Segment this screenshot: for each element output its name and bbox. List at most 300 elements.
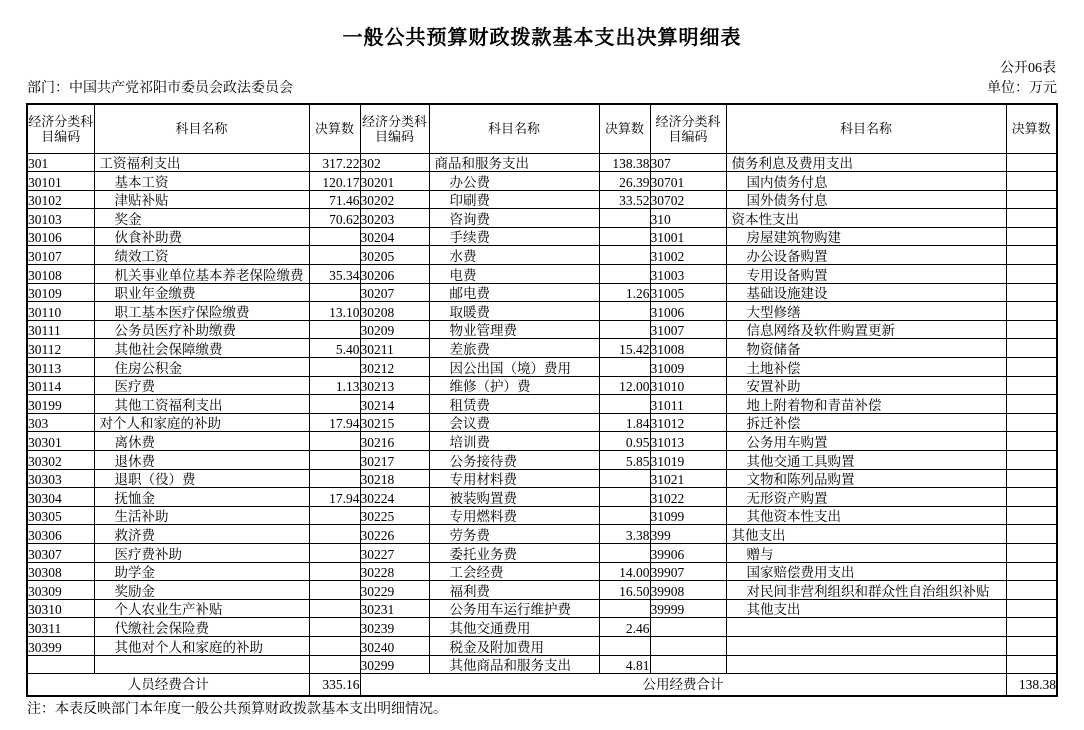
header-code-1: 经济分类科目编码 bbox=[27, 104, 94, 153]
subject-name-cell: 工资福利支出 bbox=[94, 153, 309, 172]
page-title: 一般公共预算财政拨款基本支出决算明细表 bbox=[342, 27, 742, 49]
amount-cell: 13.10 bbox=[309, 302, 360, 321]
amount-cell: 15.42 bbox=[599, 339, 650, 358]
code-cell: 30102 bbox=[27, 190, 94, 209]
code-cell: 30225 bbox=[360, 506, 429, 525]
code-cell: 30101 bbox=[27, 172, 94, 191]
amount-cell bbox=[309, 618, 360, 637]
subject-name-cell: 因公出国（境）费用 bbox=[429, 358, 599, 377]
code-cell: 31021 bbox=[650, 469, 726, 488]
amount-cell bbox=[309, 636, 360, 655]
subject-name-cell: 其他交通工具购置 bbox=[726, 451, 1006, 470]
code-cell: 30227 bbox=[360, 543, 429, 562]
subject-name-cell: 文物和陈列品购置 bbox=[726, 469, 1006, 488]
subject-name-cell: 专用设备购置 bbox=[726, 265, 1006, 284]
subject-name-cell: 大型修缮 bbox=[726, 302, 1006, 321]
subject-name-cell: 抚恤金 bbox=[94, 488, 309, 507]
code-cell: 30110 bbox=[27, 302, 94, 321]
table-row bbox=[27, 562, 1057, 581]
code-cell: 30239 bbox=[360, 618, 429, 637]
code-cell: 31012 bbox=[650, 413, 726, 432]
table-code-label: 公开06表 bbox=[1000, 61, 1056, 76]
amount-cell bbox=[1006, 618, 1057, 637]
header-subject-name-1: 科目名称 bbox=[94, 104, 309, 153]
table-row bbox=[27, 525, 1057, 544]
code-cell: 30209 bbox=[360, 320, 429, 339]
code-cell: 30307 bbox=[27, 543, 94, 562]
subject-name-cell: 基本工资 bbox=[94, 172, 309, 191]
amount-cell bbox=[309, 283, 360, 302]
amount-cell bbox=[1006, 172, 1057, 191]
subject-name-cell: 职业年金缴费 bbox=[94, 283, 309, 302]
amount-cell bbox=[309, 358, 360, 377]
code-cell: 30306 bbox=[27, 525, 94, 544]
code-cell: 31001 bbox=[650, 227, 726, 246]
personnel-total-value: 335.16 bbox=[309, 674, 360, 696]
amount-cell bbox=[1006, 246, 1057, 265]
amount-cell: 17.94 bbox=[309, 413, 360, 432]
amount-cell bbox=[1006, 562, 1057, 581]
amount-cell bbox=[309, 469, 360, 488]
header-amount-3: 决算数 bbox=[1006, 104, 1057, 153]
table-body bbox=[27, 153, 1057, 674]
subject-name-cell: 国家赔偿费用支出 bbox=[726, 562, 1006, 581]
subject-name-cell: 伙食补助费 bbox=[94, 227, 309, 246]
subject-name-cell: 公务接待费 bbox=[429, 451, 599, 470]
table-row bbox=[27, 413, 1057, 432]
subject-name-cell bbox=[726, 618, 1006, 637]
code-cell: 30103 bbox=[27, 209, 94, 228]
subject-name-cell: 专用燃料费 bbox=[429, 506, 599, 525]
code-cell: 31005 bbox=[650, 283, 726, 302]
subject-name-cell: 其他支出 bbox=[726, 525, 1006, 544]
code-cell bbox=[27, 655, 94, 674]
subject-name-cell: 助学金 bbox=[94, 562, 309, 581]
amount-cell: 12.00 bbox=[599, 376, 650, 395]
amount-cell: 2.46 bbox=[599, 618, 650, 637]
table-row bbox=[27, 209, 1057, 228]
subject-name-cell: 个人农业生产补贴 bbox=[94, 599, 309, 618]
code-cell bbox=[650, 636, 726, 655]
meta-row bbox=[27, 78, 1057, 98]
code-cell: 30212 bbox=[360, 358, 429, 377]
code-cell: 30199 bbox=[27, 395, 94, 414]
subject-name-cell: 水费 bbox=[429, 246, 599, 265]
code-cell: 39906 bbox=[650, 543, 726, 562]
table-row bbox=[27, 339, 1057, 358]
table-row bbox=[27, 636, 1057, 655]
amount-cell bbox=[599, 227, 650, 246]
amount-cell bbox=[1006, 265, 1057, 284]
amount-cell bbox=[1006, 599, 1057, 618]
subject-name-cell: 退职（役）费 bbox=[94, 469, 309, 488]
table-row bbox=[27, 488, 1057, 507]
subject-name-cell bbox=[94, 655, 309, 674]
subject-name-cell: 绩效工资 bbox=[94, 246, 309, 265]
code-cell: 30112 bbox=[27, 339, 94, 358]
code-cell: 30213 bbox=[360, 376, 429, 395]
amount-cell bbox=[309, 506, 360, 525]
amount-cell bbox=[309, 451, 360, 470]
code-cell: 30218 bbox=[360, 469, 429, 488]
amount-cell bbox=[599, 246, 650, 265]
code-cell: 310 bbox=[650, 209, 726, 228]
subject-name-cell: 取暖费 bbox=[429, 302, 599, 321]
subject-name-cell: 赠与 bbox=[726, 543, 1006, 562]
amount-cell bbox=[599, 506, 650, 525]
note-text: 注：本表反映部门本年度一般公共预算财政拨款基本支出明细情况。 bbox=[27, 701, 447, 717]
subject-name-cell: 地上附着物和青苗补偿 bbox=[726, 395, 1006, 414]
code-cell: 30308 bbox=[27, 562, 94, 581]
subject-name-cell: 无形资产购置 bbox=[726, 488, 1006, 507]
code-cell: 30399 bbox=[27, 636, 94, 655]
subject-name-cell: 国内债务付息 bbox=[726, 172, 1006, 191]
subject-name-cell: 其他资本性支出 bbox=[726, 506, 1006, 525]
amount-cell: 5.85 bbox=[599, 451, 650, 470]
subject-name-cell: 其他交通费用 bbox=[429, 618, 599, 637]
code-cell: 30114 bbox=[27, 376, 94, 395]
code-cell: 30108 bbox=[27, 265, 94, 284]
subject-name-cell: 代缴社会保险费 bbox=[94, 618, 309, 637]
code-cell: 30311 bbox=[27, 618, 94, 637]
code-cell: 30229 bbox=[360, 581, 429, 600]
amount-cell: 1.84 bbox=[599, 413, 650, 432]
amount-cell: 35.34 bbox=[309, 265, 360, 284]
code-cell: 31003 bbox=[650, 265, 726, 284]
subject-name-cell: 救济费 bbox=[94, 525, 309, 544]
code-cell: 30211 bbox=[360, 339, 429, 358]
amount-cell bbox=[309, 525, 360, 544]
amount-cell bbox=[1006, 358, 1057, 377]
code-cell: 31007 bbox=[650, 320, 726, 339]
amount-cell bbox=[309, 581, 360, 600]
subject-name-cell: 咨询费 bbox=[429, 209, 599, 228]
subject-name-cell: 拆迁补偿 bbox=[726, 413, 1006, 432]
code-cell: 31009 bbox=[650, 358, 726, 377]
subject-name-cell: 劳务费 bbox=[429, 525, 599, 544]
amount-cell bbox=[599, 488, 650, 507]
code-cell: 39907 bbox=[650, 562, 726, 581]
amount-cell bbox=[1006, 451, 1057, 470]
amount-cell: 317.22 bbox=[309, 153, 360, 172]
amount-cell bbox=[1006, 488, 1057, 507]
code-cell: 30107 bbox=[27, 246, 94, 265]
subject-name-cell: 安置补助 bbox=[726, 376, 1006, 395]
amount-cell bbox=[1006, 506, 1057, 525]
amount-cell bbox=[599, 469, 650, 488]
subject-name-cell: 其他工资福利支出 bbox=[94, 395, 309, 414]
header-amount-2: 决算数 bbox=[599, 104, 650, 153]
code-cell: 31011 bbox=[650, 395, 726, 414]
subject-name-cell: 委托业务费 bbox=[429, 543, 599, 562]
code-cell: 30203 bbox=[360, 209, 429, 228]
subject-name-cell: 电费 bbox=[429, 265, 599, 284]
code-cell: 31006 bbox=[650, 302, 726, 321]
table-row bbox=[27, 543, 1057, 562]
amount-cell bbox=[1006, 153, 1057, 172]
code-cell: 30304 bbox=[27, 488, 94, 507]
subject-name-cell: 公务员医疗补助缴费 bbox=[94, 320, 309, 339]
subject-name-cell: 专用材料费 bbox=[429, 469, 599, 488]
table-row bbox=[27, 655, 1057, 674]
table-row bbox=[27, 618, 1057, 637]
subject-name-cell: 物资储备 bbox=[726, 339, 1006, 358]
subject-name-cell: 租赁费 bbox=[429, 395, 599, 414]
subject-name-cell: 国外债务付息 bbox=[726, 190, 1006, 209]
amount-cell bbox=[1006, 525, 1057, 544]
unit-label: 单位：万元 bbox=[987, 81, 1057, 96]
subject-name-cell: 物业管理费 bbox=[429, 320, 599, 339]
header-row bbox=[27, 104, 1057, 153]
subject-name-cell: 差旅费 bbox=[429, 339, 599, 358]
subject-name-cell bbox=[726, 636, 1006, 655]
amount-cell bbox=[309, 562, 360, 581]
amount-cell bbox=[599, 636, 650, 655]
amount-cell bbox=[309, 543, 360, 562]
header-code-3: 经济分类科目编码 bbox=[650, 104, 726, 153]
code-cell: 30305 bbox=[27, 506, 94, 525]
code-cell: 30226 bbox=[360, 525, 429, 544]
totals-row bbox=[27, 674, 1057, 696]
table-row bbox=[27, 432, 1057, 451]
code-cell: 30202 bbox=[360, 190, 429, 209]
subject-name-cell: 被装购置费 bbox=[429, 488, 599, 507]
code-cell: 30206 bbox=[360, 265, 429, 284]
amount-cell bbox=[599, 543, 650, 562]
table-row bbox=[27, 395, 1057, 414]
table-row bbox=[27, 283, 1057, 302]
subject-name-cell: 手续费 bbox=[429, 227, 599, 246]
subject-name-cell: 印刷费 bbox=[429, 190, 599, 209]
subject-name-cell: 房屋建筑物购建 bbox=[726, 227, 1006, 246]
subject-name-cell: 会议费 bbox=[429, 413, 599, 432]
code-cell: 30215 bbox=[360, 413, 429, 432]
amount-cell bbox=[309, 599, 360, 618]
amount-cell: 26.39 bbox=[599, 172, 650, 191]
code-cell: 302 bbox=[360, 153, 429, 172]
table-row bbox=[27, 581, 1057, 600]
code-cell: 30217 bbox=[360, 451, 429, 470]
amount-cell: 3.38 bbox=[599, 525, 650, 544]
code-cell: 30309 bbox=[27, 581, 94, 600]
table-row bbox=[27, 265, 1057, 284]
amount-cell bbox=[599, 209, 650, 228]
amount-cell: 1.26 bbox=[599, 283, 650, 302]
code-cell: 31099 bbox=[650, 506, 726, 525]
public-total-value: 138.38 bbox=[1006, 674, 1057, 696]
public-total-label: 公用经费合计 bbox=[360, 674, 1006, 696]
amount-cell bbox=[1006, 413, 1057, 432]
code-cell: 39908 bbox=[650, 581, 726, 600]
amount-cell bbox=[1006, 581, 1057, 600]
subject-name-cell: 维修（护）费 bbox=[429, 376, 599, 395]
code-cell: 31022 bbox=[650, 488, 726, 507]
amount-cell bbox=[599, 320, 650, 339]
code-cell: 31002 bbox=[650, 246, 726, 265]
amount-cell bbox=[1006, 339, 1057, 358]
header-subject-name-2: 科目名称 bbox=[429, 104, 599, 153]
subject-name-cell: 对民间非营利组织和群众性自治组织补贴 bbox=[726, 581, 1006, 600]
amount-cell bbox=[599, 358, 650, 377]
amount-cell bbox=[1006, 209, 1057, 228]
amount-cell bbox=[599, 265, 650, 284]
code-cell: 39999 bbox=[650, 599, 726, 618]
amount-cell bbox=[1006, 432, 1057, 451]
amount-cell bbox=[1006, 320, 1057, 339]
amount-cell: 17.94 bbox=[309, 488, 360, 507]
header-code-2: 经济分类科目编码 bbox=[360, 104, 429, 153]
amount-cell bbox=[1006, 395, 1057, 414]
amount-cell bbox=[599, 395, 650, 414]
code-cell: 30228 bbox=[360, 562, 429, 581]
subject-name-cell: 离休费 bbox=[94, 432, 309, 451]
code-cell: 30299 bbox=[360, 655, 429, 674]
amount-cell bbox=[309, 395, 360, 414]
table-row bbox=[27, 506, 1057, 525]
subject-name-cell: 生活补助 bbox=[94, 506, 309, 525]
amount-cell bbox=[1006, 469, 1057, 488]
code-cell: 30310 bbox=[27, 599, 94, 618]
table-row bbox=[27, 451, 1057, 470]
table-row bbox=[27, 358, 1057, 377]
table-row bbox=[27, 302, 1057, 321]
amount-cell: 71.46 bbox=[309, 190, 360, 209]
subject-name-cell: 机关事业单位基本养老保险缴费 bbox=[94, 265, 309, 284]
amount-cell: 70.62 bbox=[309, 209, 360, 228]
code-cell: 31008 bbox=[650, 339, 726, 358]
code-cell: 399 bbox=[650, 525, 726, 544]
subject-name-cell: 邮电费 bbox=[429, 283, 599, 302]
subject-name-cell bbox=[726, 655, 1006, 674]
amount-cell: 138.38 bbox=[599, 153, 650, 172]
subject-name-cell: 奖金 bbox=[94, 209, 309, 228]
subject-name-cell: 其他社会保障缴费 bbox=[94, 339, 309, 358]
subject-name-cell: 医疗费 bbox=[94, 376, 309, 395]
amount-cell: 120.17 bbox=[309, 172, 360, 191]
department-label: 部门：中国共产党祁阳市委员会政法委员会 bbox=[27, 81, 293, 96]
subject-name-cell: 津贴补贴 bbox=[94, 190, 309, 209]
subject-name-cell: 公务用车运行维护费 bbox=[429, 599, 599, 618]
amount-cell bbox=[309, 432, 360, 451]
subject-name-cell: 其他支出 bbox=[726, 599, 1006, 618]
code-cell: 30106 bbox=[27, 227, 94, 246]
amount-cell bbox=[309, 320, 360, 339]
table-row bbox=[27, 153, 1057, 172]
code-cell: 31013 bbox=[650, 432, 726, 451]
code-cell: 30216 bbox=[360, 432, 429, 451]
amount-cell bbox=[599, 302, 650, 321]
code-cell: 30204 bbox=[360, 227, 429, 246]
code-cell: 30302 bbox=[27, 451, 94, 470]
code-cell: 30207 bbox=[360, 283, 429, 302]
subject-name-cell: 退休费 bbox=[94, 451, 309, 470]
subject-name-cell: 土地补偿 bbox=[726, 358, 1006, 377]
code-cell: 30301 bbox=[27, 432, 94, 451]
budget-table bbox=[26, 103, 1058, 697]
code-cell: 30701 bbox=[650, 172, 726, 191]
code-cell: 30231 bbox=[360, 599, 429, 618]
amount-cell: 14.00 bbox=[599, 562, 650, 581]
code-cell: 30240 bbox=[360, 636, 429, 655]
amount-cell: 1.13 bbox=[309, 376, 360, 395]
code-cell: 30224 bbox=[360, 488, 429, 507]
amount-cell bbox=[1006, 302, 1057, 321]
amount-cell bbox=[309, 655, 360, 674]
subject-name-cell: 职工基本医疗保险缴费 bbox=[94, 302, 309, 321]
amount-cell bbox=[599, 599, 650, 618]
amount-cell bbox=[1006, 636, 1057, 655]
code-cell: 301 bbox=[27, 153, 94, 172]
code-cell bbox=[650, 618, 726, 637]
amount-cell bbox=[1006, 190, 1057, 209]
subject-name-cell: 办公设备购置 bbox=[726, 246, 1006, 265]
code-cell: 30214 bbox=[360, 395, 429, 414]
subject-name-cell: 公务用车购置 bbox=[726, 432, 1006, 451]
code-cell: 30109 bbox=[27, 283, 94, 302]
amount-cell bbox=[1006, 655, 1057, 674]
code-cell: 31010 bbox=[650, 376, 726, 395]
table-row bbox=[27, 172, 1057, 191]
subject-name-cell: 福利费 bbox=[429, 581, 599, 600]
code-cell: 307 bbox=[650, 153, 726, 172]
code-cell: 30208 bbox=[360, 302, 429, 321]
subject-name-cell: 对个人和家庭的补助 bbox=[94, 413, 309, 432]
code-cell: 30303 bbox=[27, 469, 94, 488]
code-cell: 303 bbox=[27, 413, 94, 432]
subject-name-cell: 其他商品和服务支出 bbox=[429, 655, 599, 674]
amount-cell bbox=[1006, 376, 1057, 395]
code-cell: 30201 bbox=[360, 172, 429, 191]
amount-cell: 16.50 bbox=[599, 581, 650, 600]
subject-name-cell: 债务利息及费用支出 bbox=[726, 153, 1006, 172]
amount-cell: 5.40 bbox=[309, 339, 360, 358]
code-cell: 30111 bbox=[27, 320, 94, 339]
amount-cell bbox=[1006, 227, 1057, 246]
subject-name-cell: 信息网络及软件购置更新 bbox=[726, 320, 1006, 339]
table-row bbox=[27, 190, 1057, 209]
code-cell: 31019 bbox=[650, 451, 726, 470]
subject-name-cell: 住房公积金 bbox=[94, 358, 309, 377]
subject-name-cell: 基础设施建设 bbox=[726, 283, 1006, 302]
personnel-total-label: 人员经费合计 bbox=[27, 674, 309, 696]
table-row bbox=[27, 469, 1057, 488]
subject-name-cell: 工会经费 bbox=[429, 562, 599, 581]
table-row bbox=[27, 227, 1057, 246]
amount-cell bbox=[309, 246, 360, 265]
code-cell bbox=[650, 655, 726, 674]
table-row bbox=[27, 599, 1057, 618]
code-cell: 30702 bbox=[650, 190, 726, 209]
subject-name-cell: 税金及附加费用 bbox=[429, 636, 599, 655]
amount-cell bbox=[1006, 283, 1057, 302]
header-amount-1: 决算数 bbox=[309, 104, 360, 153]
amount-cell: 33.52 bbox=[599, 190, 650, 209]
code-cell: 30205 bbox=[360, 246, 429, 265]
amount-cell bbox=[1006, 543, 1057, 562]
table-row bbox=[27, 320, 1057, 339]
subject-name-cell: 医疗费补助 bbox=[94, 543, 309, 562]
header-subject-name-3: 科目名称 bbox=[726, 104, 1006, 153]
subject-name-cell: 培训费 bbox=[429, 432, 599, 451]
table-row bbox=[27, 246, 1057, 265]
amount-cell bbox=[309, 227, 360, 246]
subject-name-cell: 奖励金 bbox=[94, 581, 309, 600]
amount-cell: 4.81 bbox=[599, 655, 650, 674]
subject-name-cell: 商品和服务支出 bbox=[429, 153, 599, 172]
subject-name-cell: 其他对个人和家庭的补助 bbox=[94, 636, 309, 655]
table-row bbox=[27, 376, 1057, 395]
code-cell: 30113 bbox=[27, 358, 94, 377]
